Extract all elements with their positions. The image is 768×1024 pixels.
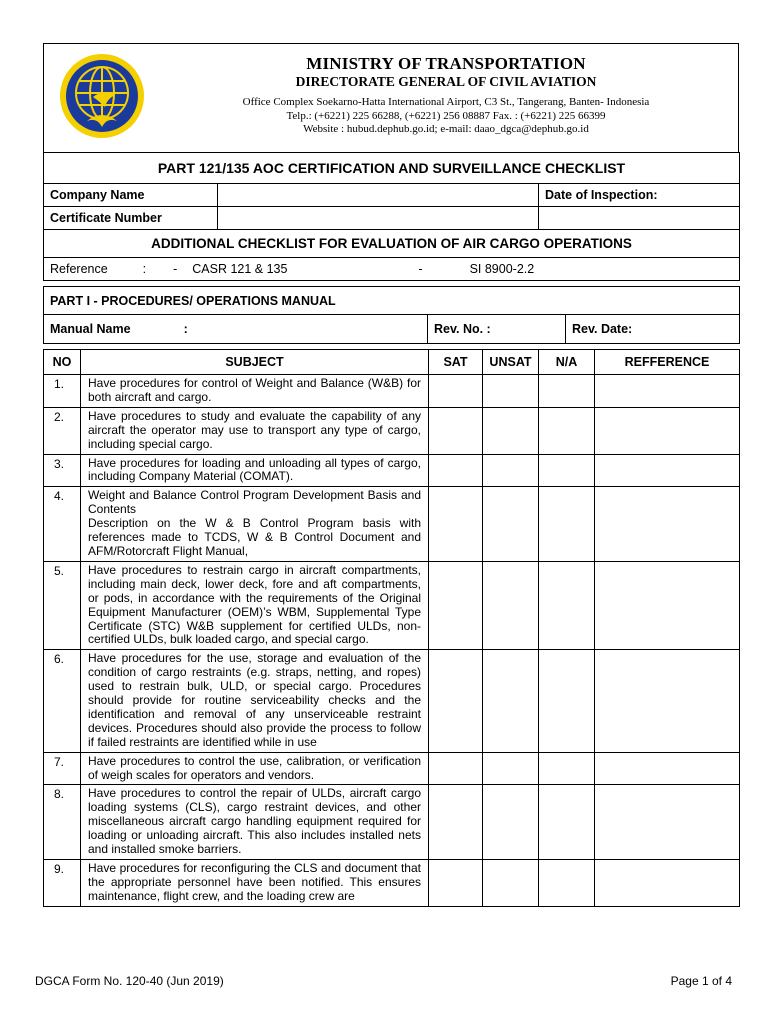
unsat-cell[interactable] [483, 785, 539, 860]
contact-web: Website : hubud.dephub.go.id; e-mail: daao_dgca@dephub.go.id [303, 123, 589, 135]
item-subject-text: Description on the W & B Control Program basis with references made to TCDS, W & B Control Document and AFM/Rotorcraft Flight Manual, [88, 516, 421, 558]
item-subject [81, 407, 429, 454]
manual-name-label: Manual Name [50, 322, 131, 336]
checklist-table [43, 349, 740, 907]
table-row [44, 407, 740, 454]
form-number: DGCA Form No. 120-40 (Jun 2019) [35, 974, 224, 988]
reference-cell[interactable] [595, 650, 740, 752]
item-number: 4. [44, 487, 81, 562]
table-row [44, 487, 740, 562]
reference-si: SI 8900-2.2 [469, 262, 535, 276]
col-header-na: N/A [539, 350, 595, 375]
item-number: 1. [44, 375, 81, 408]
na-cell[interactable] [539, 487, 595, 562]
reference-cell[interactable] [595, 454, 740, 487]
reference-cell[interactable] [595, 487, 740, 562]
sat-cell[interactable] [429, 752, 483, 785]
reference-cell[interactable] [595, 375, 740, 408]
item-subject [81, 375, 429, 408]
item-number: 8. [44, 785, 81, 860]
rev-date-cell[interactable]: Rev. Date: [566, 315, 740, 344]
certificate-extra-field[interactable] [539, 207, 740, 230]
reference-dash-2: - [418, 262, 423, 276]
certificate-number-label: Certificate Number [44, 207, 218, 230]
table-row [44, 375, 740, 408]
na-cell[interactable] [539, 375, 595, 408]
reference-row [44, 258, 740, 281]
rev-no-cell[interactable]: Rev. No. : [428, 315, 566, 344]
item-subject [81, 650, 429, 752]
table-row [44, 860, 740, 907]
item-subject-text: Weight and Balance Control Program Development Basis and Contents [88, 488, 421, 517]
na-cell[interactable] [539, 407, 595, 454]
item-subject [81, 785, 429, 860]
item-subject-text: Have procedures to restrain cargo in aircraft compartments, including main deck, lower deck, fore and aft compartments, or pods, in accordance with the requirements of the Original Equipment Manufacturer (OEM)’s WBM, Supplemental Type Certificate (STC) W&B supplement for certified ULDs, non-certified ULDs, bulk loaded cargo, and special cargo. [88, 562, 421, 647]
item-number: 6. [44, 650, 81, 752]
reference-cell[interactable] [595, 407, 740, 454]
reference-dash-1: - [173, 262, 178, 276]
reference-cell[interactable] [595, 785, 740, 860]
unsat-cell[interactable] [483, 407, 539, 454]
sat-cell[interactable] [429, 454, 483, 487]
unsat-cell[interactable] [483, 487, 539, 562]
table-row [44, 454, 740, 487]
sat-cell[interactable] [429, 407, 483, 454]
item-subject [81, 561, 429, 649]
reference-cell[interactable] [595, 752, 740, 785]
form-title: PART 121/135 AOC CERTIFICATION AND SURVEILLANCE CHECKLIST [44, 153, 740, 184]
sat-cell[interactable] [429, 487, 483, 562]
sat-cell[interactable] [429, 785, 483, 860]
na-cell[interactable] [539, 454, 595, 487]
col-header-no: NO [44, 350, 81, 375]
reference-casr: CASR 121 & 135 [192, 262, 288, 276]
part-header-table [43, 286, 740, 344]
form-header-table [43, 152, 740, 281]
item-subject [81, 860, 429, 907]
item-number: 5. [44, 561, 81, 649]
unsat-cell[interactable] [483, 561, 539, 649]
sat-cell[interactable] [429, 650, 483, 752]
table-row [44, 785, 740, 860]
table-row [44, 752, 740, 785]
reference-cell[interactable] [595, 561, 740, 649]
office-address: Office Complex Soekarno-Hatta International Airport, C3 St., Tangerang, Banten- Indonesia [242, 96, 650, 108]
unsat-cell[interactable] [483, 650, 539, 752]
unsat-cell[interactable] [483, 375, 539, 408]
ministry-name: MINISTRY OF TRANSPORTATION [306, 54, 586, 73]
unsat-cell[interactable] [483, 860, 539, 907]
na-cell[interactable] [539, 561, 595, 649]
sat-cell[interactable] [429, 375, 483, 408]
part-title: PART I - PROCEDURES/ OPERATIONS MANUAL [44, 287, 740, 315]
reference-colon: : [142, 262, 147, 276]
item-subject-text: Have procedures to study and evaluate the capability of any aircraft the operator may use to transport any type of cargo, including special cargo. [88, 408, 421, 451]
company-name-field[interactable] [218, 184, 539, 207]
reference-cell[interactable] [595, 860, 740, 907]
item-subject-text: Have procedures for loading and unloading all types of cargo, including Company Material (COMAT). [88, 455, 421, 484]
certificate-number-field[interactable] [218, 207, 539, 230]
col-header-unsat: UNSAT [483, 350, 539, 375]
col-header-subject: SUBJECT [81, 350, 429, 375]
na-cell[interactable] [539, 650, 595, 752]
item-subject [81, 487, 429, 562]
additional-checklist-title: ADDITIONAL CHECKLIST FOR EVALUATION OF AIR CARGO OPERATIONS [44, 230, 740, 258]
company-name-label: Company Name [44, 184, 218, 207]
item-number: 9. [44, 860, 81, 907]
item-subject-text: Have procedures to control the repair of ULDs, aircraft cargo loading systems (CLS), cargo restraint devices, and other miscellaneous aircraft cargo handling equipment required for loading or unloading aircraft. This also includes installed nets and installed smoke barriers. [88, 786, 421, 857]
item-number: 3. [44, 454, 81, 487]
item-subject-text: Have procedures for control of Weight and Balance (W&B) for both aircraft and cargo. [88, 376, 421, 404]
letterhead [43, 43, 739, 152]
directorate-name: DIRECTORATE GENERAL OF CIVIL AVIATION [295, 74, 597, 89]
table-row [44, 650, 740, 752]
col-header-sat: SAT [429, 350, 483, 375]
manual-name-cell[interactable] [44, 315, 428, 344]
na-cell[interactable] [539, 860, 595, 907]
unsat-cell[interactable] [483, 454, 539, 487]
form-page [43, 43, 739, 907]
item-subject-text: Have procedures for reconfiguring the CLS and document that the appropriate personnel have been notified. This ensures maintenance, flight crew, and the loading crew are [88, 861, 421, 903]
item-number: 7. [44, 752, 81, 785]
item-subject-text: Have procedures for the use, storage and evaluation of the condition of cargo restraints (e.g. straps, netting, and ropes) used to restrain bulk, ULD, or special cargo. Procedures should provide for routine serviceability checks and the identification and removal of any unserviceable restraint devices. Procedures should also provide the process to follow if failed restraints are identified while in use [88, 651, 421, 749]
ministry-logo-icon [57, 51, 147, 141]
date-of-inspection-label[interactable]: Date of Inspection: [539, 184, 740, 207]
na-cell[interactable] [539, 785, 595, 860]
table-row [44, 561, 740, 649]
item-subject-text: Have procedures to control the use, calibration, or verification of weigh scales for operators and vendors. [88, 753, 421, 782]
page-number: Page 1 of 4 [670, 974, 732, 988]
contact-phone: Telp.: (+6221) 225 66288, (+6221) 256 08887 Fax. : (+6221) 225 66399 [286, 110, 606, 122]
manual-name-colon: : [183, 322, 188, 336]
item-subject [81, 752, 429, 785]
checklist-body [44, 375, 740, 907]
sat-cell[interactable] [429, 561, 483, 649]
reference-label: Reference [50, 262, 108, 276]
unsat-cell[interactable] [483, 752, 539, 785]
sat-cell[interactable] [429, 860, 483, 907]
item-number: 2. [44, 407, 81, 454]
item-subject [81, 454, 429, 487]
col-header-reference: REFFERENCE [595, 350, 740, 375]
na-cell[interactable] [539, 752, 595, 785]
